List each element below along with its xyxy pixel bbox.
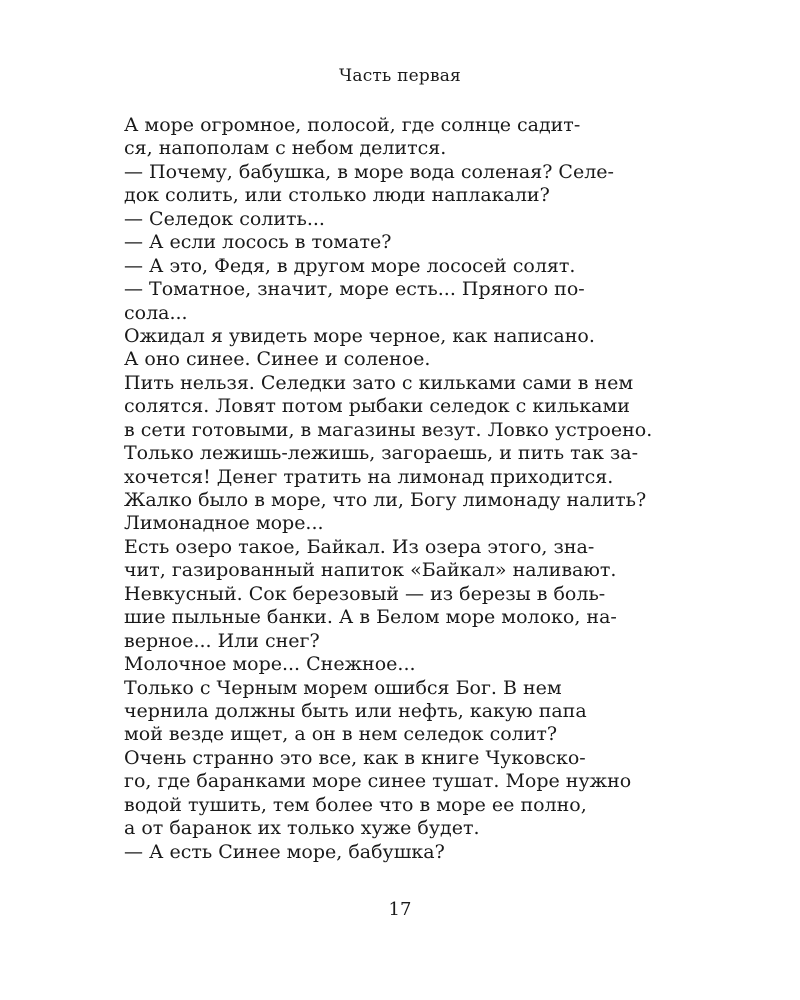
text-line: Пить нельзя. Селедки зато с кильками сами в нем (124, 371, 634, 394)
text-line: — А если лосось в томате? (124, 231, 392, 254)
text-line: Есть озеро такое, Байкал. Из озера этого, зна- (124, 535, 595, 558)
text-line: А море огромное, полосой, где солнце садит- (124, 114, 581, 136)
text-line: — Почему, бабушка, в море вода соленая? Селе- (124, 160, 614, 183)
text-line: а от баранок их только хуже будет. (124, 817, 480, 840)
text-line: мой везде ищет, а он в нем селедок солит? (124, 723, 558, 746)
text-line: чернила должны быть или нефть, какую папа (124, 699, 587, 722)
text-line: Жалко было в море, что ли, Богу лимонаду налить? (124, 489, 647, 511)
text-line: ся, напополам с небом делится. (124, 137, 447, 160)
text-line: верное... Или снег? (124, 629, 320, 652)
text-line: водой тушить, тем более что в море ее полно, (124, 793, 587, 816)
text-line: Очень странно это все, как в книге Чуковско- (124, 746, 586, 769)
text-line: солятся. Ловят потом рыбаки селедок с кильками (124, 395, 630, 418)
page-number: 17 (388, 899, 412, 920)
text-line: — А есть Синее море, бабушка? (124, 840, 445, 863)
text-line: в сети готовыми, в магазины везут. Ловко устроено. (124, 418, 653, 441)
body-text (124, 114, 652, 864)
text-line: — Томатное, значит, море есть... Пряного по- (124, 278, 585, 301)
text-line: Лимонадное море... (124, 512, 324, 535)
text-line: Ожидал я увидеть море черное, как написано. (124, 324, 595, 347)
text-line: — Селедок солить... (124, 207, 325, 230)
text-line: док солить, или столько люди наплакали? (124, 184, 550, 207)
text-line: — А это, Федя, в другом море лососей солят. (124, 254, 576, 277)
text-line: хочется! Денег тратить на лимонад приходится. (124, 465, 614, 488)
text-line: Невкусный. Сок березовый — из березы в боль- (124, 582, 606, 605)
text-line: Только с Черным морем ошибся Бог. В нем (124, 676, 562, 699)
text-line: шие пыльные банки. А в Белом море молоко, на- (124, 606, 617, 629)
text-line: го, где баранками море синее тушат. Море нужно (124, 770, 632, 793)
text-line: Молочное море... Снежное... (124, 653, 416, 676)
text-line: чит, газированный напиток «Байкал» наливают. (124, 559, 617, 582)
text-line: сола... (124, 301, 188, 324)
text-line: Только лежишь-лежишь, загораешь, и пить так за- (124, 442, 639, 465)
text-line: А оно синее. Синее и соленое. (124, 348, 431, 371)
running-head: Часть первая (339, 66, 461, 86)
